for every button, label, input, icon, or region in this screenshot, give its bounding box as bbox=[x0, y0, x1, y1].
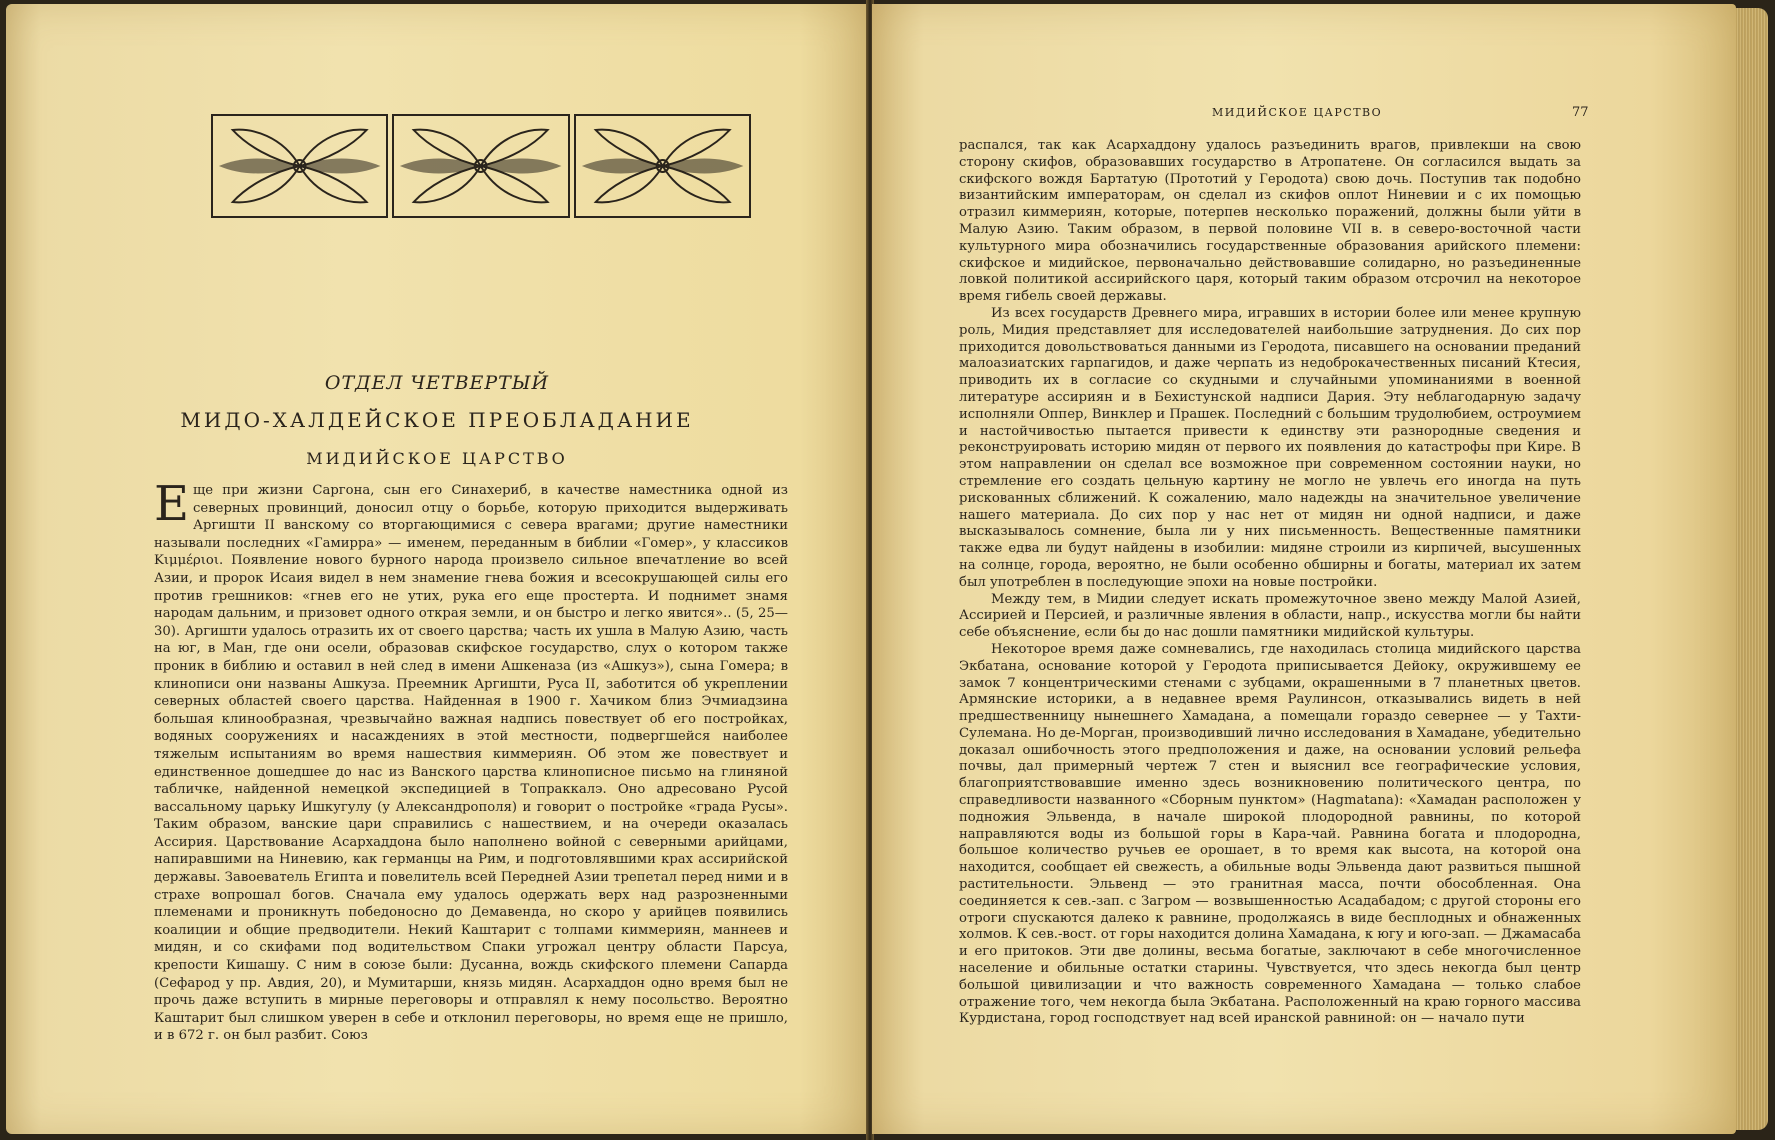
paragraph: Из всех государств Древнего мира, игравших в истории более или менее крупную роль, Мидия представляет для исследователей наибольшие затруднения. До сих пор приходится довольствоваться данными из Геродота, писавшего на основании преданий малоазиатских гарпагидов, и даже черпать из недоброкачественных писаний Ктесия, приводить их в согласие со скудными и случайными упоминаниями в военной литературе ассириян и в Бехистунской надписи Дария. Эту неблагодарную задачу исполняли Оппер, Винклер и Прашек. Последний с большим трудолюбием, остроумием и настойчивостью пытается привести к единству эти разнородные сведения и реконструировать историю мидян от первого их появления до катастрофы при Кире. В этом направлении он сделал все возможное при современном состоянии науки, но стремление его создать цельную картину не могло не увлечь его иногда на путь рискованных сближений. К сожалению, мало надежды на значительное увеличение нашего материала. До сих пор у нас нет от мидян ни одной надписи, и даже высказывалось сомнение, была ли у них письменность. Вещественные памятники также едва ли будут найдены в изобилии: мидяне строили из кирпичей, высушенных на солнце, города, вероятно, не были особенно обширны и богаты, материал их затем был употреблен в последующие эпохи на новые постройки. bbox=[959, 305, 1581, 590]
paragraph: распался, так как Асархаддону удалось разъединить врагов, привлекши на свою сторону скифов, образовавших государство в Атропатене. Он согласился выдать за скифского вождя Бартатую (Прототий у Геродота) свою дочь. Поступив так подобно византийским императорам, он сделал из скифов оплот Ниневии и с их помощью отразил киммериян, которые, потерпев несколько поражений, должны были уйти в Малую Азию. Таким образом, в первой половине VII в. в северо-восточной части культурного мира обозначились государственные образования арийского племени: скифское и мидийское, первоначально действовавшие солидарно, но разъединенные ловкой политикой ассирийского царя, который таким образом отсрочил на некоторое время гибель своей державы. bbox=[959, 138, 1581, 305]
page-title: МИДО-ХАЛДЕЙСКОЕ ПРЕОБЛАДАНИЕ bbox=[180, 408, 694, 432]
left-paragraph: ще при жизни Саргона, сын его Синахериб, в качестве наместника одной из северных провинций, доносил отцу о борьбе, которую приходится выдерживать Аргишти II ванскому со вторгающимися с севера врагами; другие наместники называли последних «Гамирра» — именем, переданным в библии «Гомер», у классиков Κιμμέριοι. Появление нового бурного народа произвело сильное впечатление во всей Азии, и пророк Исаия видел в нем знамение гнева божия и всесокрушающей силы его против грешников: «гнев его не утих, рука его еще простерта. И поднимет знамя народам дальним, и призовет одного открая земли, и он быстро и легко явится».. (5, 25—30). Аргишти удалось отразить их от своего царства; часть их ушла в Малую Азию, часть на юг, в Ман, где они осели, образовав скифское государство, слух о котором также проник в библию и оставил в ней след в имени Ашкеназа (из «Ашкуз»), сына Гомера; в клинописи они названы Ашкуза. Преемник Аргишти, Руса II, заботится об укреплении северных областей своего царства. Найденная в 1900 г. Хачиком близ Эчмиадзина большая клинообразная, чрезвычайно важная надпись повествует об его постройках, водяных сооружениях и насаждениях в этой местности, подвергшейся наиболее тяжелым испытаниям во время нашествия киммериян. Об этом же повествует и единственное дошедшее до нас из Ванского царства клинописное письмо на глиняной табличке, найденной немецкой экспедицией в Топраккалэ. Оно адресовано Русой вассальному царьку Ишкугулу (у Александрополя) и говорит о постройке «града Русы». Таким образом, ванские цари справились с нашествием, и на очереди оказалась Ассирия. Царствование Асархаддона было наполнено войной с северными арийцами, напиравшими на Ниневию, как германцы на Рим, и подготовлявшими крах ассирийской державы. Завоеватель Египта и повелитель всей Передней Азии трепетал перед ними и в страхе вопрошал богов. Сначала ему удалось одержать верх над разрозненными племенами и проникнуть победоносно до Демавенда, но скоро у арийцев появились коалиции и общие предводители. Некий Каштарит с толпами киммериян, маннеев и мидян, и со скифами под водительством Спаки угрожал центру области Парсуа, крепости Кишашу. С ним в союзе были: Дусанна, вождь скифского племени Сапарда (Сефарод у пр. Авдия, 20), и Мумитарши, князь мидян. Асархаддон одно время был не прочь даже вступить в мирные переговоры и отправлял к нему посольство. Вероятно Каштарит был слишком уверен в себе и отклонил переговоры, но время еще не пришло, и в 672 г. он был разбит. Союз bbox=[154, 483, 788, 1044]
ornament-tile bbox=[211, 114, 388, 218]
drop-cap: Е bbox=[154, 476, 190, 532]
left-page bbox=[6, 4, 868, 1134]
ornament-tile bbox=[574, 114, 751, 218]
page-number: 77 bbox=[1572, 105, 1589, 120]
page-edges bbox=[1736, 8, 1768, 1130]
chapter-title: МИДИЙСКОЕ ЦАРСТВО bbox=[306, 449, 568, 468]
right-page bbox=[872, 4, 1736, 1134]
left-body-text bbox=[154, 476, 788, 1045]
ornament-tile bbox=[392, 114, 569, 218]
section-label: ОТДЕЛ ЧЕТВЕРТЫЙ bbox=[324, 372, 550, 394]
right-body-text bbox=[959, 138, 1581, 1028]
running-head: МИДИЙСКОЕ ЦАРСТВО bbox=[1212, 106, 1383, 119]
paragraph: Некоторое время даже сомневались, где находилась столица мидийского царства Экбатана, основание которой у Геродота приписывается Дейоку, окружившему ее замок 7 концентрическими стенами с зубцами, окрашенными в 7 планетных цветов. Армянские историки, а в недавнее время Раулинсон, отказывались видеть в ней предшественницу нынешнего Хамадана, а помещали гораздо севернее — у Тахти-Сулемана. Но де-Морган, производивший лично исследования в Хамадане, убедительно доказал ошибочность этого предположения и даже, на основании условий рельефа почвы, дал примерный чертеж 7 стен и выяснил все географические условия, благоприятствовавшие именно здесь возникновению политического центра, по справедливости названного «Сборным пунктом» (Hagmatana): «Хамадан расположен у подножия Эльвенда, в начале широкой плодородной равнины, по которой направляются воды из большой горы в Кара-чай. Равнина богата и плодородна, большое количество ручьев ее орошает, в то время как высота, на которой она находится, сообщает ей свежесть, а обильные воды Эльвенда дают развиться пышной растительности. Эльвенд — это гранитная масса, почти обособленная. Она соединяется к сев.-зап. с Загром — возвышенностью Асадабадом; с другой стороны его отроги спускаются далеко к равнине, продолжаясь в виде бесплодных и обнаженных холмов. К сев.-вост. от горы находится долина Хамадана, к югу и юго-зап. — Джамасаба и его притоков. Эти две долины, весьма богатые, заключают в себе многочисленное население и обильные остатки старины. Чувствуется, что здесь некогда был центр большой цивилизации и что важность современного Хамадана — только слабое отражение того, чем некогда была Экбатана. Расположенный на краю горного массива Курдистана, город господствует над всей иранской равниной: он — начало пути bbox=[959, 641, 1581, 1027]
floral-frieze-ornament bbox=[211, 114, 751, 222]
paragraph: Между тем, в Мидии следует искать промежуточное звено между Малой Азией, Ассирией и Персией, и различные явления в области, напр., искусства могли бы найти себе объяснение, если бы до нас дошли памятники мидийской культуры. bbox=[959, 591, 1581, 641]
